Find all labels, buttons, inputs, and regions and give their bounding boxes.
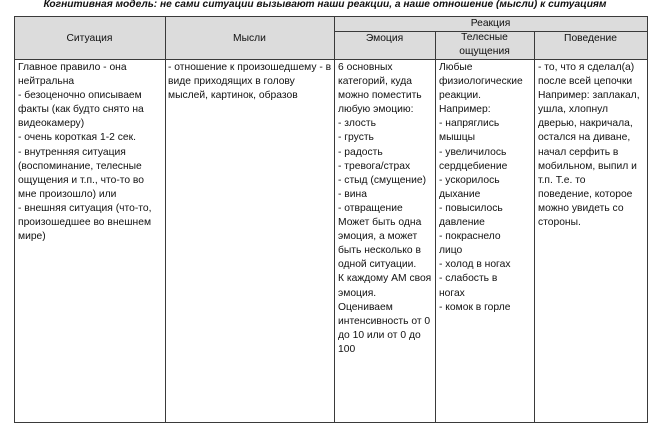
- body-lines: [439, 61, 533, 315]
- behavior-line: остался на диване,: [538, 132, 631, 144]
- cell-thoughts: [168, 61, 333, 421]
- body-line: - слабость в: [439, 273, 498, 285]
- body-line: давление: [439, 217, 485, 229]
- situation-line: мне произошло) или: [18, 188, 117, 200]
- situation-line: мире): [18, 231, 46, 243]
- behavior-line: начал серфить в: [538, 146, 619, 158]
- body-line: - ускорилось: [439, 174, 500, 186]
- situation-line: Главное правило - она: [18, 62, 127, 73]
- thoughts-line: мыслей, картинок, образов: [168, 90, 298, 102]
- behavior-line: дверью, накричала,: [538, 118, 633, 130]
- behavior-line: после всей цепочки: [538, 76, 633, 88]
- cell-situation: [18, 61, 164, 421]
- emotion-line: эмоция.: [338, 287, 377, 299]
- behavior-lines: [538, 61, 646, 230]
- emotion-lines: [338, 61, 434, 357]
- reaction-subheader-divider: [334, 31, 648, 32]
- header-body-line: ощущения: [459, 46, 510, 58]
- behavior-line: Например: заплакал,: [538, 90, 640, 102]
- emotion-line: любую эмоцию:: [338, 104, 414, 116]
- emotion-line: - тревога/страх: [338, 160, 411, 172]
- behavior-line: поведение, которое: [538, 188, 633, 200]
- emotion-line: - вина: [338, 188, 367, 200]
- body-line: Любые: [439, 62, 473, 73]
- body-line: - напряглись: [439, 118, 500, 130]
- table-border-bottom: [14, 422, 648, 423]
- situation-line: - внутренняя ситуация: [18, 146, 126, 158]
- body-line: реакции.: [439, 90, 481, 102]
- situation-line: видеокамеру): [18, 118, 85, 130]
- situation-line: нейтральна: [18, 76, 75, 88]
- emotion-line: - отвращение: [338, 202, 403, 214]
- header-behavior: Поведение: [564, 33, 617, 44]
- emotion-line: эмоция, а может: [338, 231, 418, 243]
- body-line: - увеличилось: [439, 146, 507, 158]
- situation-line: ощущения и т.п., что-то во: [18, 174, 145, 186]
- header-bottom-border: [14, 59, 648, 60]
- body-line: - покраснело: [439, 231, 501, 243]
- column-divider: [435, 31, 436, 423]
- emotion-line: - злость: [338, 118, 376, 130]
- behavior-line: т.п. Т.е. то: [538, 174, 586, 186]
- behavior-line: мобильном, выпил и: [538, 160, 637, 172]
- body-line: Например:: [439, 104, 491, 116]
- column-divider: [534, 31, 535, 423]
- header-body-line: Телесные: [461, 32, 508, 43]
- body-line: - повысилось: [439, 202, 503, 214]
- header-body-sensations: [435, 31, 534, 59]
- table-border-right: [647, 16, 648, 423]
- emotion-line: категорий, куда: [338, 76, 412, 88]
- situation-line: - безоценочно описываем: [18, 90, 142, 102]
- body-line: сердцебиение: [439, 160, 508, 172]
- header-reaction: Реакция: [470, 18, 511, 29]
- table-border-left: [14, 16, 15, 423]
- behavior-line: ушла, хлопнул: [538, 104, 609, 116]
- header-situation: Ситуация: [66, 33, 113, 44]
- header-thoughts: Мысли: [233, 33, 266, 44]
- situation-line: (воспоминание, телесные: [18, 160, 142, 172]
- body-line: физиологические: [439, 76, 523, 88]
- emotion-line: Может быть одна: [338, 217, 422, 229]
- body-line: мышцы: [439, 132, 476, 144]
- header-body-lines: [435, 31, 534, 59]
- thoughts-lines: [168, 61, 333, 103]
- emotion-line: - стыд (смущение): [338, 174, 427, 186]
- emotion-line: К каждому АМ своя: [338, 273, 432, 285]
- situation-line: - очень короткая 1-2 сек.: [18, 132, 136, 144]
- situation-line: произошедшее во внешнем: [18, 217, 152, 229]
- cell-emotion: [338, 61, 434, 421]
- behavior-line: стороны.: [538, 217, 581, 229]
- emotion-line: одной ситуации.: [338, 259, 417, 271]
- emotion-line: - радость: [338, 146, 383, 158]
- emotion-line: 6 основных: [338, 62, 393, 73]
- body-line: ногах: [439, 287, 465, 299]
- emotion-line: - грусть: [338, 132, 374, 144]
- situation-lines: [18, 61, 164, 244]
- column-divider: [165, 16, 166, 423]
- emotion-line: можно поместить: [338, 90, 422, 102]
- thoughts-line: - отношение к произошедшему - в: [168, 62, 332, 73]
- situation-line: - внешняя ситуация (что-то,: [18, 202, 152, 214]
- thoughts-line: виде приходящих в голову: [168, 76, 295, 88]
- emotion-line: Оцениваем: [338, 301, 393, 313]
- emotion-line: интенсивность от 0: [338, 315, 431, 327]
- table-border-top: [14, 16, 648, 17]
- header-emotion: Эмоция: [365, 33, 404, 44]
- column-divider: [334, 16, 335, 423]
- cell-body-sensations: [439, 61, 533, 421]
- emotion-line: 100: [338, 343, 356, 355]
- emotion-line: до 10 или от 0 до: [338, 329, 421, 341]
- body-line: лицо: [439, 245, 463, 257]
- body-line: - комок в горле: [439, 301, 511, 313]
- document-title: Когнитивная модель: не сами ситуации вызывают наши реакции, а наше отношение (мысли) к ситуациям: [43, 0, 607, 10]
- emotion-line: быть несколько в: [338, 245, 421, 257]
- behavior-line: можно увидеть со: [538, 202, 624, 214]
- cell-behavior: [538, 61, 646, 421]
- situation-line: факты (как будто снято на: [18, 104, 144, 116]
- behavior-line: - то, что я сделал(а): [538, 62, 635, 73]
- body-line: - холод в ногах: [439, 259, 511, 271]
- body-line: дыхание: [439, 188, 481, 200]
